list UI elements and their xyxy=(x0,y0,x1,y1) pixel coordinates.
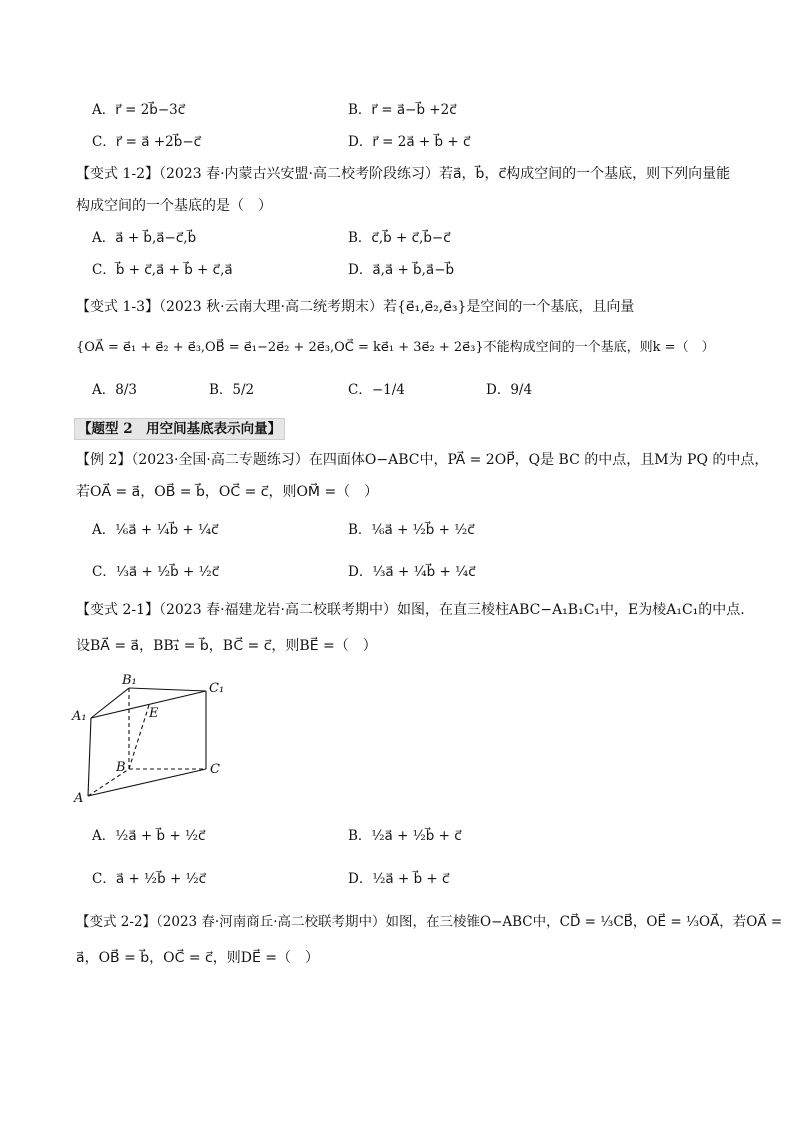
option-label: C． xyxy=(92,564,116,580)
option-b[interactable] xyxy=(348,100,457,120)
option-label: A． xyxy=(92,522,116,538)
option-text: −1/4 xyxy=(371,382,405,398)
label-b: B xyxy=(116,760,126,775)
option-a[interactable] xyxy=(92,228,196,248)
question-2-1-line2: 设BA⃗ = a⃗，BB₁⃗ = b⃗，BC⃗ = c⃗，则BE⃗ =（ ） xyxy=(76,638,377,654)
label-e: E xyxy=(149,706,159,721)
option-label: C． xyxy=(92,262,116,278)
option-label: B． xyxy=(348,230,372,246)
question-2-2-line1: 【变式 2-2】（2023 春·河南商丘·高二校联考期中）如图，在三棱锥O−ABC中，CD⃗ = ¹⁄₃CB⃗，OE⃗ = ¹⁄₃OA⃗，若OA⃗ = xyxy=(76,914,783,930)
option-label: A． xyxy=(92,230,116,246)
option-text: r⃗ = 2b⃗−3c⃗ xyxy=(115,102,186,118)
option-text: r⃗ = a⃗−b⃗ +2c⃗ xyxy=(371,102,457,118)
option-a[interactable] xyxy=(92,520,219,540)
edge-a1-a xyxy=(88,718,91,796)
option-label: D． xyxy=(348,134,373,150)
option-label: C． xyxy=(92,134,116,150)
example-2-line1: 【例 2】（2023·全国·高二专题练习）在四面体O−ABC中，PA⃗ = 2OP⃗，Q是 BC 的中点，且M为 PQ 的中点， xyxy=(76,452,769,468)
option-label: B． xyxy=(348,828,372,844)
option-label: C． xyxy=(92,871,116,887)
option-a[interactable] xyxy=(92,826,205,846)
option-a[interactable] xyxy=(92,380,137,400)
option-b[interactable] xyxy=(348,826,462,846)
option-d[interactable] xyxy=(348,132,470,152)
option-label: D． xyxy=(348,262,373,278)
label-a: A xyxy=(74,791,84,806)
question-2-2-line2: a⃗，OB⃗ = b⃗，OC⃗ = c⃗，则DE⃗ =（ ） xyxy=(76,950,320,966)
option-label: A． xyxy=(92,828,116,844)
label-b1: B₁ xyxy=(122,673,137,688)
option-a[interactable] xyxy=(92,100,185,120)
option-b[interactable] xyxy=(348,520,475,540)
option-text: r⃗ = a⃗ +2b⃗−c⃗ xyxy=(115,134,202,150)
option-text: a⃗,a⃗ + b⃗,a⃗−b⃗ xyxy=(372,262,455,278)
option-label: A． xyxy=(92,102,116,118)
edge-b1-c1 xyxy=(129,688,206,691)
option-c[interactable] xyxy=(92,132,201,152)
option-b[interactable] xyxy=(348,228,451,248)
option-text: ¹⁄₂a⃗ + b⃗ + ¹⁄₂c⃗ xyxy=(115,828,206,844)
option-d[interactable] xyxy=(348,562,476,582)
option-c[interactable] xyxy=(92,562,219,582)
option-c[interactable] xyxy=(348,380,405,400)
option-c[interactable] xyxy=(92,869,206,889)
option-b[interactable] xyxy=(209,380,254,400)
question-1-3-line2: {OA⃗ = e⃗₁ + e⃗₂ + e⃗₃,OB⃗ = e⃗₁−2e⃗₂ + 2e⃗₃,OC⃗ = ke⃗₁ + 3e⃗₂ + 2e⃗₃}不能构成空间的一个基底，则k =（ ） xyxy=(76,340,715,355)
prism-figure xyxy=(70,670,240,810)
option-text: ¹⁄₂a⃗ + ¹⁄₂b⃗ + c⃗ xyxy=(371,828,462,844)
section-header: 【题型 2 用空间基底表示向量】 xyxy=(74,418,285,440)
option-label: A． xyxy=(92,382,116,398)
label-c1: C₁ xyxy=(209,681,225,696)
label-c: C xyxy=(210,762,220,777)
option-label: B． xyxy=(209,382,233,398)
question-2-1-line1: 【变式 2-1】（2023 春·福建龙岩·高二校联考期中）如图，在直三棱柱ABC−A₁B₁C₁中，E为棱A₁C₁的中点. xyxy=(76,602,745,618)
question-1-2-line1: 【变式 1-2】（2023 春·内蒙古兴安盟·高二校考阶段练习）若a⃗，b⃗，c⃗构成空间的一个基底，则下列向量能 xyxy=(76,166,731,182)
option-label: B． xyxy=(348,102,372,118)
option-text: c⃗,b⃗ + c⃗,b⃗−c⃗ xyxy=(371,230,451,246)
example-2-line2: 若OA⃗ = a⃗，OB⃗ = b⃗，OC⃗ = c⃗，则OM⃗ =（ ） xyxy=(76,484,379,500)
option-d[interactable] xyxy=(348,869,449,889)
option-text: r⃗ = 2a⃗ + b⃗ + c⃗ xyxy=(372,134,471,150)
question-1-2-line2: 构成空间的一个基底的是（ ） xyxy=(76,198,272,214)
option-text: a⃗ + ¹⁄₂b⃗ + ¹⁄₂c⃗ xyxy=(115,871,207,887)
option-text: a⃗ + b⃗,a⃗−c⃗,b⃗ xyxy=(115,230,197,246)
option-text: 5/2 xyxy=(232,382,255,398)
option-d[interactable] xyxy=(486,380,532,400)
option-text: 9/4 xyxy=(510,382,533,398)
option-d[interactable] xyxy=(348,260,454,280)
option-text: ¹⁄₂a⃗ + b⃗ + c⃗ xyxy=(372,871,450,887)
label-a1: A₁ xyxy=(72,709,87,724)
option-text: ¹⁄₆a⃗ + ¹⁄₄b⃗ + ¹⁄₄c⃗ xyxy=(115,522,219,538)
option-label: B． xyxy=(348,522,372,538)
segment-b-e xyxy=(129,705,149,769)
option-label: C． xyxy=(348,382,372,398)
option-text: ¹⁄₃a⃗ + ¹⁄₂b⃗ + ¹⁄₂c⃗ xyxy=(115,564,220,580)
option-label: D． xyxy=(348,564,373,580)
option-text: ¹⁄₃a⃗ + ¹⁄₄b⃗ + ¹⁄₄c⃗ xyxy=(372,564,476,580)
question-1-3-line1: 【变式 1-3】（2023 秋·云南大理·高二统考期末）若{e⃗₁,e⃗₂,e⃗₃}是空间的一个基底，且向量 xyxy=(76,299,635,315)
option-c[interactable] xyxy=(92,260,233,280)
option-label: D． xyxy=(348,871,373,887)
option-text: 8/3 xyxy=(115,382,137,398)
option-text: b⃗ + c⃗,a⃗ + b⃗ + c⃗,a⃗ xyxy=(115,262,233,278)
option-text: ¹⁄₆a⃗ + ¹⁄₂b⃗ + ¹⁄₂c⃗ xyxy=(371,522,475,538)
edge-a-c xyxy=(88,769,206,796)
option-label: D． xyxy=(486,382,511,398)
